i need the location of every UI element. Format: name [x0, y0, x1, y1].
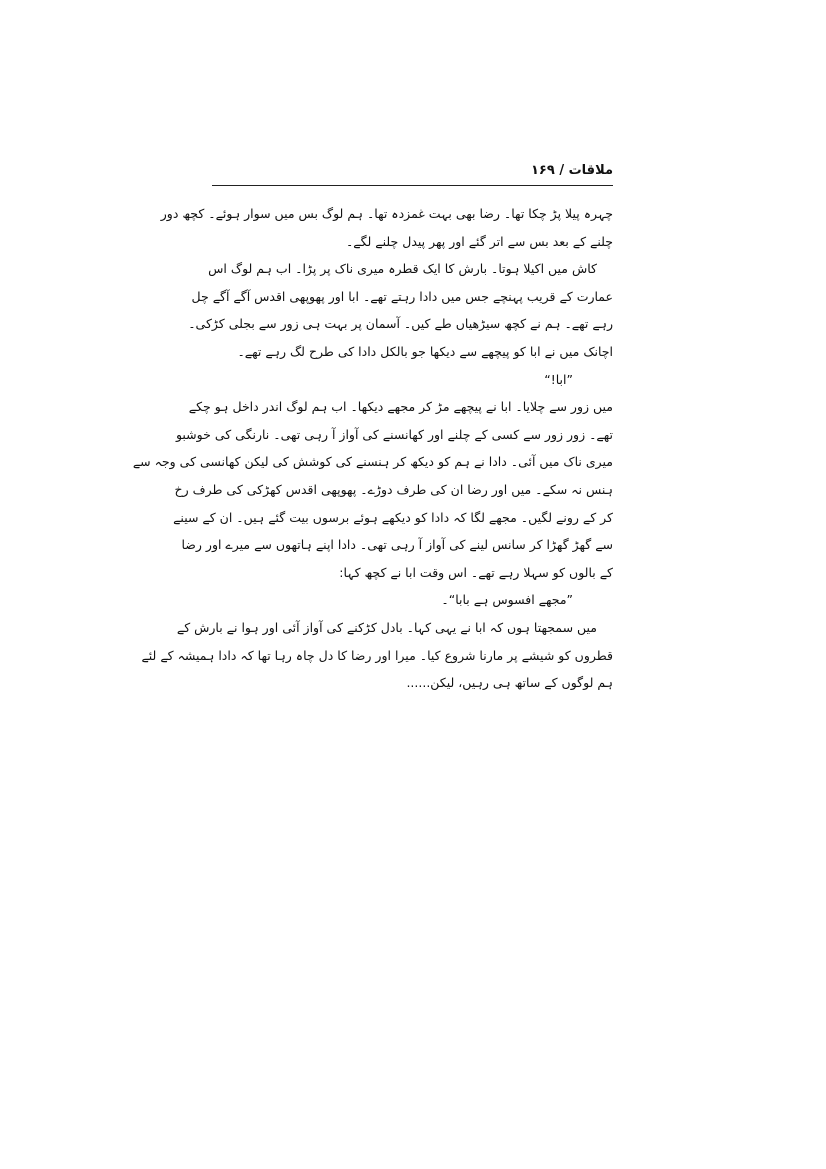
dialogue-line: ”مجھے افسوس ہے بابا“۔	[441, 592, 573, 608]
text-line: چہرہ پیلا پڑ چکا تھا۔ رضا بھی بہت غمزدہ تھا۔ ہم لوگ بس میں سوار ہوئے۔ کچھ دور	[160, 206, 613, 221]
text-line: اچانک میں نے ابا کو پیچھے سے دیکھا جو بالکل دادا کی طرح لگ رہے تھے۔	[237, 343, 613, 359]
running-header: ملاقات / ۱۶۹	[531, 163, 613, 178]
text-line: قطروں کو شیشے پر مارنا شروع کیا۔ میرا اور رضا کا دل چاہ رہا تھا کہ دادا ہمیشہ کے لئے	[141, 647, 613, 663]
text-line: ہنس نہ سکے۔ میں اور رضا ان کی طرف دوڑے۔ پھوپھی اقدس کھڑکی کی طرف رخ	[174, 481, 613, 497]
text-line: میں سمجھتا ہوں کہ ابا نے یہی کہا۔ بادل کڑکنے کی آواز آئی اور ہوا نے بارش کے	[176, 619, 597, 635]
text-line: میں زور سے چلایا۔ ابا نے پیچھے مڑ کر مجھے دیکھا۔ اب ہم لوگ اندر داخل ہو چکے	[188, 399, 613, 415]
text-line: کے بالوں کو سہلا رہے تھے۔ اس وقت ابا نے کچھ کہا:	[339, 564, 613, 580]
text-line: کر کے رونے لگیں۔ مجھے لگا کہ دادا کو دیکھے ہوئے برسوں بیت گئے ہیں۔ ان کے سینے	[173, 509, 613, 525]
text-line: چلنے کے بعد بس سے اتر گئے اور پھر پیدل چلنے لگے۔	[345, 233, 613, 249]
dialogue-line: ”ابا!“	[544, 371, 573, 387]
text-line: میری ناک میں آئی۔ دادا نے ہم کو دیکھ کر ہنسنے کی کوشش کی لیکن کھانسی کی وجہ سے	[132, 454, 613, 470]
text-line: عمارت کے قریب پہنچے جس میں دادا رہتے تھے۔ ابا اور پھوپھی اقدس آگے آگے چل	[191, 288, 613, 304]
text-line: سے گھڑ گھڑا کر سانس لینے کی آواز آ رہی تھی۔ دادا اپنے ہاتھوں سے میرے اور رضا	[181, 537, 613, 553]
text-line: ہم لوگوں کے ساتھ ہی رہیں، لیکن......	[406, 675, 613, 691]
header-divider	[212, 185, 613, 186]
text-line: رہے تھے۔ ہم نے کچھ سیڑھیاں طے کیں۔ آسمان پر بہت ہی زور سے بجلی کڑکی۔	[188, 316, 613, 332]
text-line: کاش میں اکیلا ہوتا۔ بارش کا ایک قطرہ میری ناک پر پڑا۔ اب ہم لوگ اس	[208, 261, 597, 277]
text-line: تھے۔ زور زور سے کسی کے چلنے اور کھانسنے کی آواز آ رہی تھی۔ نارنگی کی خوشبو	[175, 426, 613, 442]
page-body	[132, 200, 613, 697]
